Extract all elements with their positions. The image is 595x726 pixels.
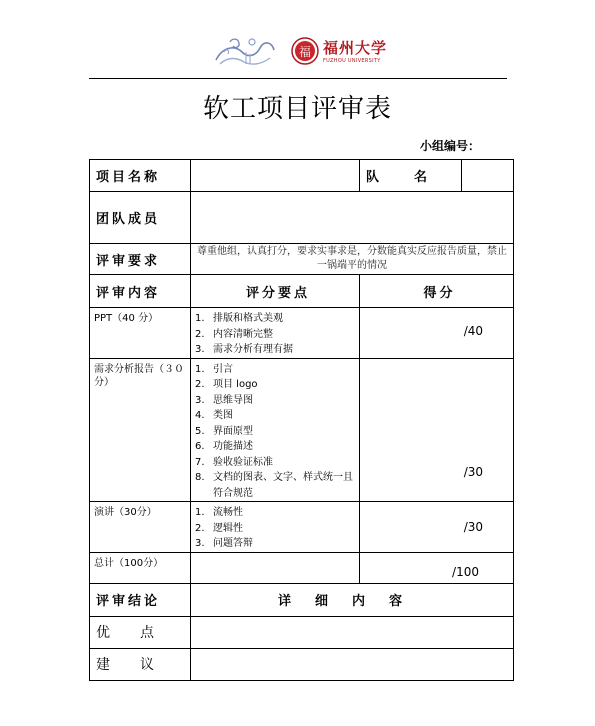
- score-label: 得分: [360, 275, 514, 308]
- table-row: [90, 275, 514, 308]
- document-header: [0, 30, 595, 74]
- group-number-label: 小组编号：: [420, 139, 481, 153]
- table-row: [90, 192, 514, 244]
- total-label: 总计（100分）: [90, 552, 191, 583]
- team-name-field[interactable]: [462, 160, 514, 192]
- advantages-field[interactable]: [191, 616, 514, 648]
- score-field-ppt[interactable]: /40: [360, 308, 514, 359]
- team-members-label: 团队成员: [90, 192, 191, 244]
- university-name: 福州大学: [323, 39, 388, 57]
- university-seal-icon: [291, 37, 319, 65]
- score-field-requirements-report[interactable]: /30: [360, 358, 514, 502]
- list-item: 1. 流畅性: [195, 507, 243, 518]
- table-row: [90, 244, 514, 275]
- list-item: 3. 思维导图: [195, 394, 253, 406]
- table-row: [90, 648, 514, 680]
- section-name-speech: 演讲（30分）: [90, 502, 191, 553]
- review-content-label: 评审内容: [90, 275, 191, 308]
- project-name-label: 项目名称: [90, 160, 191, 192]
- review-table: [89, 159, 514, 681]
- suggestions-label: 建议: [90, 648, 191, 680]
- review-points-label: 评分要点: [191, 275, 360, 308]
- section-name-requirements-report: 需求分析报告（３０ 分）: [90, 358, 191, 502]
- header-divider: [89, 78, 507, 79]
- table-row: [90, 308, 514, 359]
- list-item: 2. 内容清晰完整: [195, 328, 273, 340]
- table-row: [90, 502, 514, 553]
- list-item: 3. 问题答辩: [195, 538, 253, 549]
- project-name-field[interactable]: [191, 160, 360, 192]
- suggestions-field[interactable]: [191, 648, 514, 680]
- section-points-requirements-report: [191, 358, 360, 502]
- seal-character: 福: [298, 45, 312, 59]
- review-requirement-label: 评审要求: [90, 244, 191, 275]
- detail-content-label: 详细内容: [191, 583, 514, 616]
- list-item: 7. 验收验证标准: [195, 456, 273, 468]
- review-conclusion-label: 评审结论: [90, 583, 191, 616]
- table-row: [90, 552, 514, 583]
- list-item: 6. 功能描述: [195, 441, 253, 452]
- list-item: 3. 需求分析有理有据: [195, 344, 293, 355]
- team-members-field[interactable]: [191, 192, 514, 244]
- total-points-cell: [191, 552, 360, 583]
- total-score-field[interactable]: /100: [360, 552, 514, 583]
- university-name-en: FUZHOU UNIVERSITY: [323, 58, 381, 64]
- team-name-label: 队 名: [360, 160, 462, 192]
- list-item: 1. 排版和格式美观: [195, 313, 283, 324]
- section-points-speech: [191, 502, 360, 553]
- table-row: [90, 583, 514, 616]
- list-item: 2. 逻辑性: [195, 522, 243, 534]
- list-item: 2. 项目 logo: [195, 379, 258, 390]
- decorative-swirl-logo-icon: [212, 34, 278, 68]
- section-name-ppt: PPT（40 分）: [90, 308, 191, 359]
- table-row: [90, 616, 514, 648]
- table-row: [90, 160, 514, 192]
- list-item: 1. 引言: [195, 363, 233, 375]
- list-item: 4. 类图: [195, 410, 233, 421]
- list-item: 5. 界面原型: [195, 425, 253, 437]
- advantages-label: 优点: [90, 616, 191, 648]
- table-row: [90, 358, 514, 502]
- page-title: 软工项目评审表: [202, 94, 392, 124]
- review-requirement-text: 尊重他组，认真打分，要求实事求是，分数能真实反应报告质量，禁止一锅端平的情况: [191, 244, 514, 275]
- section-points-ppt: [191, 308, 360, 359]
- score-field-speech[interactable]: /30: [360, 502, 514, 553]
- list-item: 8. 文档的图表、文字、样式统一且符合规范: [195, 472, 353, 499]
